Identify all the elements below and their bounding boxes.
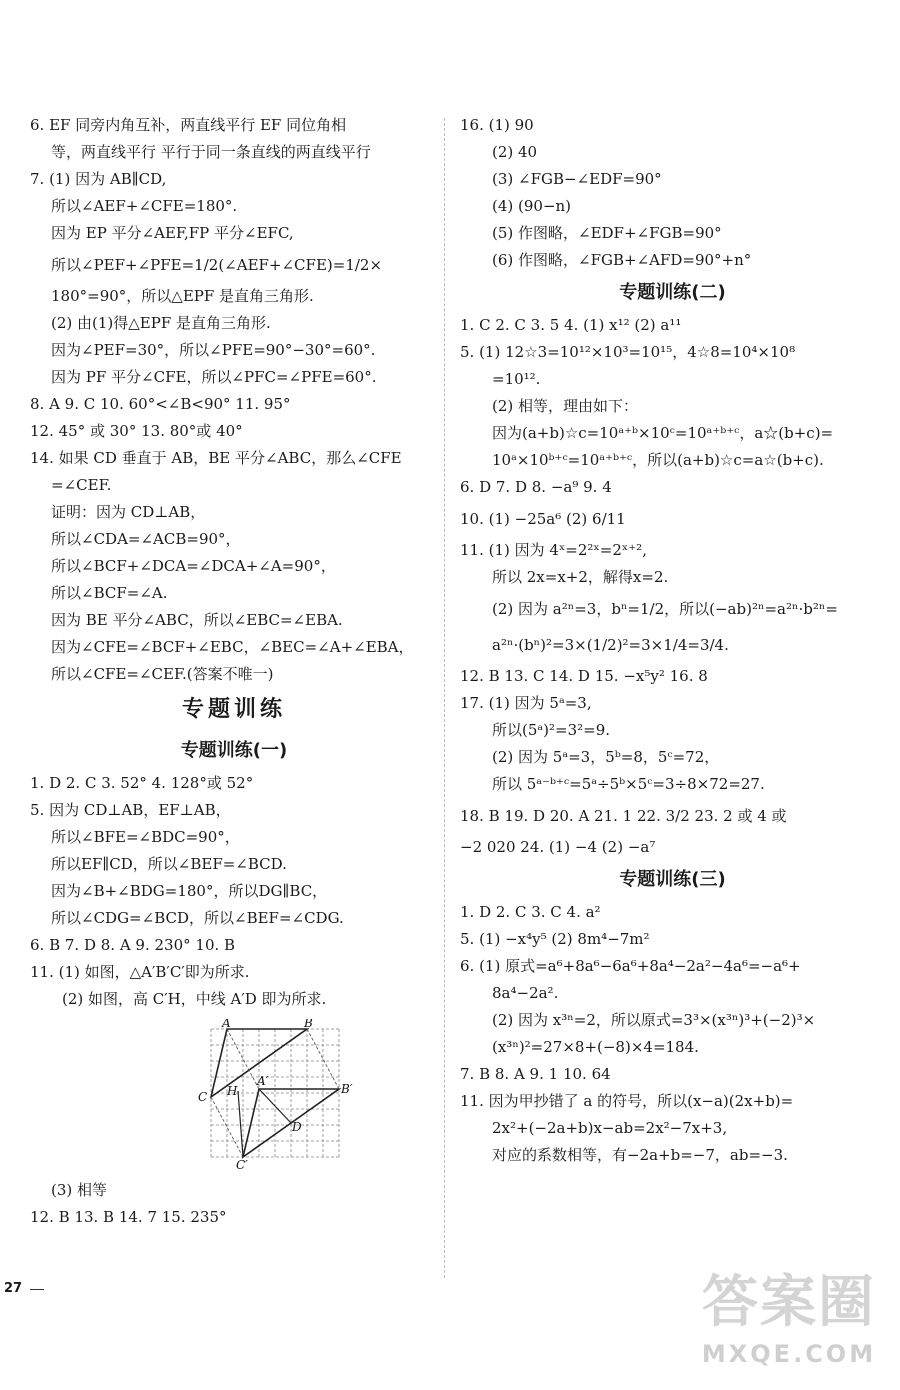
- answer-line: 所以 5ᵃ⁻ᵇ⁺ᶜ=5ᵃ÷5ᵇ×5ᶜ=3÷8×72=27.: [492, 775, 765, 793]
- answer-line: 11. 因为甲抄错了 a 的符号，所以(x−a)(2x+b)=: [460, 1092, 794, 1110]
- label-a-prime: A′: [257, 1074, 269, 1088]
- answer-line: 16. (1) 90: [460, 116, 534, 134]
- answer-line: 7. (1) 因为 AB∥CD,: [30, 170, 167, 188]
- label-h: H: [227, 1084, 238, 1098]
- answer-line: 所以∠BCF=∠A.: [51, 584, 168, 602]
- answer-line: (2) 由(1)得△EPF 是直角三角形.: [51, 314, 271, 332]
- answer-line: 18. B 19. D 20. A 21. 1 22. 3/2 23. 2 或 4 或: [460, 807, 787, 825]
- answer-line: 所以EF∥CD，所以∠BEF=∠BCD.: [51, 855, 287, 873]
- answer-line: 12. B 13. B 14. 7 15. 235°: [30, 1208, 227, 1226]
- answer-line: 1. D 2. C 3. C 4. a²: [460, 903, 601, 921]
- watermark-logo: 答案圈: [702, 1270, 876, 1335]
- answer-line: =10¹².: [492, 370, 541, 388]
- answer-line: (5) 作图略，∠EDF+∠FGB=90°: [492, 224, 722, 242]
- answer-line: 14. 如果 CD 垂直于 AB，BE 平分∠ABC，那么∠CFE: [30, 449, 402, 467]
- label-c: C: [198, 1090, 208, 1104]
- answer-line: 7. B 8. A 9. 1 10. 64: [460, 1065, 611, 1083]
- watermark-url: MXQE.COM: [701, 1340, 877, 1368]
- answer-line: 12. B 13. C 14. D 15. −x⁵y² 16. 8: [460, 667, 708, 685]
- page-number-dash: [30, 1289, 44, 1290]
- answer-line: 6. B 7. D 8. A 9. 230° 10. B: [30, 936, 236, 954]
- answer-line: 12. 45° 或 30° 13. 80°或 40°: [30, 422, 243, 440]
- answer-line: 1. D 2. C 3. 52° 4. 128°或 52°: [30, 774, 254, 792]
- answer-line: 因为 EP 平分∠AEF,FP 平分∠EFC,: [51, 224, 294, 242]
- answer-line: (4) (90−n): [492, 197, 572, 215]
- answer-line: 5. 因为 CD⊥AB，EF⊥AB，: [30, 801, 231, 819]
- answer-line: 180°=90°，所以△EPF 是直角三角形.: [51, 287, 314, 305]
- section-title: 专题训练: [181, 697, 286, 722]
- answer-line: 2x²+(−2a+b)x−ab=2x²−7x+3,: [492, 1119, 728, 1137]
- answer-line: 所以(5ᵃ)²=3²=9.: [492, 721, 611, 739]
- answer-line: 所以∠CDG=∠BCD，所以∠BEF=∠CDG.: [51, 909, 344, 927]
- answer-line: 10. (1) −25a⁶ (2) 6/11: [460, 510, 626, 528]
- label-a: A: [222, 1019, 231, 1030]
- answer-line: (3) 相等: [51, 1181, 108, 1199]
- label-b: B: [304, 1019, 313, 1030]
- answer-line: (2) 因为 a²ⁿ=3，bⁿ=1/2，所以(−ab)²ⁿ=a²ⁿ·b²ⁿ=: [492, 600, 838, 618]
- section-subtitle: 专题训练(三): [619, 869, 726, 890]
- answer-line: 1. C 2. C 3. 5 4. (1) x¹² (2) a¹¹: [460, 316, 682, 334]
- answer-line: (x³ⁿ)²=27×8+(−8)×4=184.: [492, 1038, 699, 1056]
- answer-line: 17. (1) 因为 5ᵃ=3,: [460, 694, 592, 712]
- answer-line: 所以∠AEF+∠CFE=180°.: [51, 197, 238, 215]
- answer-line: 8. A 9. C 10. 60°<∠B<90° 11. 95°: [30, 395, 291, 413]
- section-subtitle: 专题训练(一): [180, 740, 288, 761]
- answer-line: 因为 PF 平分∠CFE，所以∠PFC=∠PFE=60°.: [51, 368, 377, 386]
- answer-line: 所以∠PEF+∠PFE=1/2(∠AEF+∠CFE)=1/2×: [51, 256, 383, 274]
- label-c-prime: C′: [236, 1158, 248, 1169]
- watermark: [694, 1268, 884, 1376]
- answer-line: =∠CEF.: [51, 476, 112, 494]
- answer-line: 证明：因为 CD⊥AB，: [51, 503, 206, 521]
- section-subtitle: 专题训练(二): [619, 282, 726, 303]
- left-column: [30, 112, 438, 1231]
- answer-line: 6. D 7. D 8. −a⁹ 9. 4: [460, 478, 612, 496]
- label-b-prime: B′: [341, 1082, 353, 1096]
- answer-line: (3) ∠FGB−∠EDF=90°: [492, 170, 662, 188]
- answer-line: 11. (1) 因为 4ˣ=2²ˣ=2ˣ⁺²,: [460, 541, 647, 559]
- answer-line: 5. (1) −x⁴y⁵ (2) 8m⁴−7m²: [460, 930, 650, 948]
- answer-line: a²ⁿ·(bⁿ)²=3×(1/2)²=3×1/4=3/4.: [492, 636, 729, 654]
- column-divider: [444, 118, 445, 1278]
- label-d: D: [292, 1120, 302, 1134]
- answer-line: (2) 因为 x³ⁿ=2，所以原式=3³×(x³ⁿ)³+(−2)³×: [492, 1011, 816, 1029]
- answer-line: (2) 因为 5ᵃ=3，5ᵇ=8，5ᶜ=72，: [492, 748, 720, 766]
- answer-line: 因为(a+b)☆c=10ᵃ⁺ᵇ×10ᶜ=10ᵃ⁺ᵇ⁺ᶜ，a☆(b+c)=: [492, 424, 834, 442]
- answer-line: (2) 40: [492, 143, 538, 161]
- answer-line: 所以∠BCF+∠DCA=∠DCA+∠A=90°，: [51, 557, 336, 575]
- answer-line: (2) 相等，理由如下：: [492, 397, 639, 415]
- answer-line: 10ᵃ×10ᵇ⁺ᶜ=10ᵃ⁺ᵇ⁺ᶜ，所以(a+b)☆c=a☆(b+c).: [492, 451, 824, 469]
- answer-line: 6. (1) 原式=a⁶+8a⁶−6a⁶+8a⁴−2a²−4a⁶=−a⁶+: [460, 957, 801, 975]
- geometry-figure: [166, 1019, 356, 1169]
- answer-line: 等，两直线平行 平行于同一条直线的两直线平行: [51, 143, 371, 161]
- answer-line: 所以∠BFE=∠BDC=90°，: [51, 828, 240, 846]
- answer-line: −2 020 24. (1) −4 (2) −a⁷: [460, 838, 656, 856]
- answer-line: 11. (1) 如图，△A′B′C′即为所求.: [30, 963, 250, 981]
- answer-line: 所以 2x=x+2，解得x=2.: [492, 568, 669, 586]
- answer-line: 6. EF 同旁内角互补，两直线平行 EF 同位角相: [30, 116, 347, 134]
- answer-line: (2) 如图，高 C′H，中线 A′D 即为所求.: [62, 990, 327, 1008]
- answer-line: 对应的系数相等，有−2a+b=−7，ab=−3.: [492, 1146, 788, 1164]
- altitude-c-prime-h: [238, 1091, 243, 1157]
- answer-line: 因为∠CFE=∠BCF+∠EBC，∠BEC=∠A+∠EBA，: [51, 638, 414, 656]
- page-number: 27: [4, 1281, 23, 1296]
- answer-line: (6) 作图略，∠FGB+∠AFD=90°+n°: [492, 251, 752, 269]
- answer-line: 8a⁴−2a².: [492, 984, 559, 1002]
- right-column: [460, 112, 885, 1169]
- answer-line: 所以∠CFE=∠CEF.(答案不唯一): [51, 665, 274, 683]
- answer-line: 因为∠PEF=30°，所以∠PFE=90°−30°=60°.: [51, 341, 376, 359]
- answer-line: 所以∠CDA=∠ACB=90°，: [51, 530, 241, 548]
- answer-line: 因为 BE 平分∠ABC，所以∠EBC=∠EBA.: [51, 611, 343, 629]
- answer-line: 5. (1) 12☆3=10¹²×10³=10¹⁵，4☆8=10⁴×10⁸: [460, 343, 796, 361]
- answer-line: 因为∠B+∠BDG=180°，所以DG∥BC，: [51, 882, 328, 900]
